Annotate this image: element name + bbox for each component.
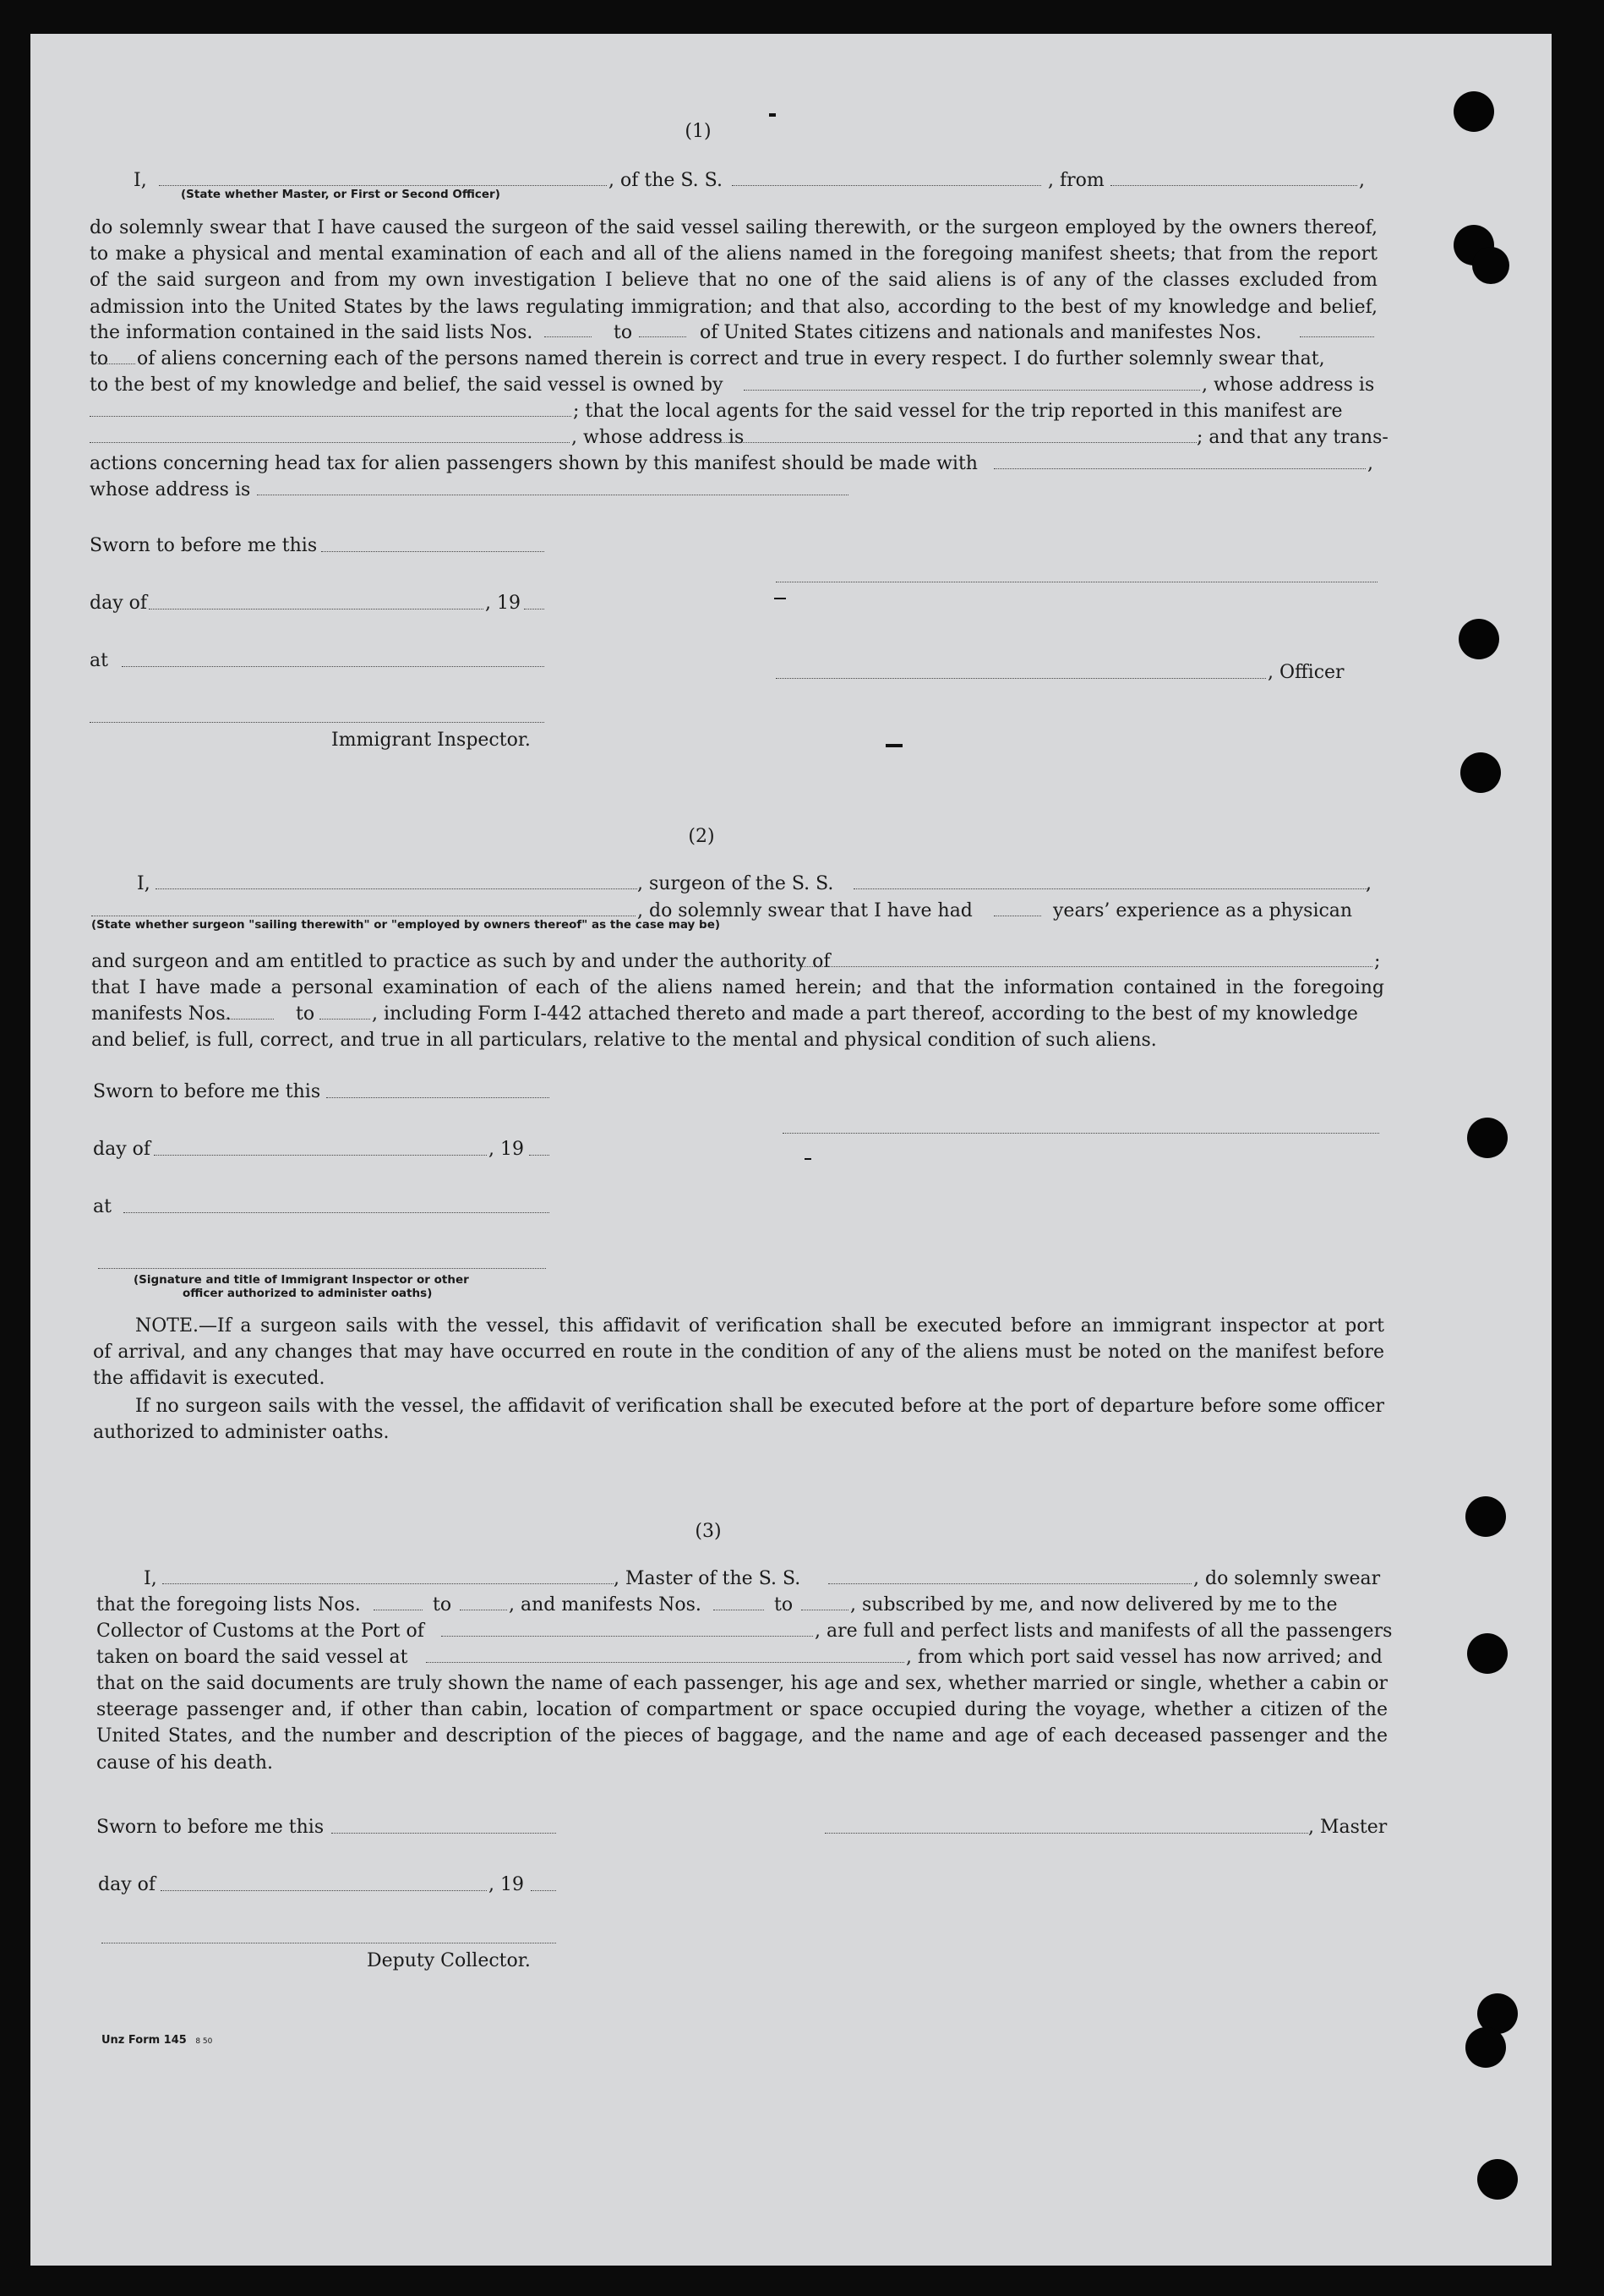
s1-manifests-field[interactable] <box>1300 336 1374 337</box>
s1-i-label: I, <box>134 170 147 191</box>
s2-signature-line[interactable] <box>783 1133 1379 1134</box>
binder-hole <box>1472 247 1509 284</box>
s2-note-line: If no surgeon sails with the vessel, the affidavit of verification shall be executed before at the port of departure before some officer <box>135 1396 1384 1417</box>
s3-name-field[interactable] <box>162 1583 614 1584</box>
s2-inspector-signature[interactable] <box>98 1268 546 1269</box>
binder-hole <box>1467 1118 1508 1158</box>
s1-day-field[interactable] <box>149 609 483 610</box>
binder-hole <box>1477 2159 1518 2200</box>
binder-hole <box>1460 752 1501 793</box>
s1-aliens-to: to <box>90 348 109 369</box>
section-2-number: (2) <box>688 826 715 847</box>
s3-foregoing-to-2: to <box>774 1594 794 1615</box>
s2-examination <box>91 975 1384 1001</box>
s1-whose-address: , whose address is <box>1202 374 1375 396</box>
form-id-text: Unz Form 145 <box>101 2034 187 2047</box>
binder-hole <box>1467 1633 1508 1674</box>
s2-ship-field[interactable] <box>854 888 1369 889</box>
s3-body-line: that on the said documents are truly shown the name of each passenger, his age and sex, whether married or single, whether a cabin or <box>96 1673 1388 1694</box>
s2-line1-end: , <box>1366 873 1372 894</box>
s2-note-line: of arrival, and any changes that may have occurred en route in the condition of any of the aliens must be noted on the manifest before <box>93 1342 1384 1364</box>
s1-agents-address-field[interactable] <box>715 442 1197 443</box>
s1-sworn-field[interactable] <box>321 551 544 552</box>
s1-lists-b: of United States citizens and nationals and manifestes Nos. <box>700 322 1262 343</box>
binder-hole <box>1459 619 1499 659</box>
s2-years-label: years’ experience as a physican <box>1053 900 1353 921</box>
s1-officer-label: , Officer <box>1268 662 1345 683</box>
s3-i-label: I, <box>144 1568 157 1589</box>
s2-belief: and belief, is full, correct, and true in all particulars, relative to the mental and physical condition of such aliens. <box>91 1030 1157 1051</box>
s2-surgeon-of: , surgeon of the S. S. <box>637 873 834 894</box>
s1-head-tax-end: , <box>1367 453 1373 474</box>
s1-body-line: to make a physical and mental examination of each and all of the aliens named in the foregoing manifest sheets; that from the report <box>90 243 1378 265</box>
s1-head-tax: actions concerning head tax for alien passengers shown by this manifest should be made with <box>90 453 978 474</box>
binder-hole <box>1465 1496 1506 1537</box>
s1-whose-address-2: , whose address is <box>571 427 745 448</box>
s3-taken-at-field[interactable] <box>426 1662 904 1663</box>
s1-year-field[interactable] <box>524 609 544 610</box>
s2-sworn-label: Sworn to before me this <box>93 1081 321 1102</box>
s2-year-label: , 19 <box>488 1139 524 1160</box>
s2-at-label: at <box>93 1196 112 1217</box>
s1-head-tax-field[interactable] <box>994 468 1366 469</box>
ink-speck <box>805 1158 811 1160</box>
s1-body <box>90 215 1378 320</box>
s3-collector-a: Collector of Customs at the Port of <box>96 1621 424 1642</box>
s2-entitled: and surgeon and am entitled to practice as such by and under the authority of <box>91 951 831 972</box>
s3-foregoing-to: to <box>433 1594 452 1615</box>
s1-officer-field[interactable] <box>776 678 1266 679</box>
s1-owner-address-field[interactable] <box>90 416 571 417</box>
s2-sig-note-1: (Signature and title of Immigrant Inspector or other <box>134 1273 469 1287</box>
s1-ship-field[interactable] <box>732 185 1041 186</box>
s2-note-1 <box>93 1313 1384 1392</box>
s2-do-swear: , do solemnly swear that I have had <box>637 900 973 921</box>
binder-hole <box>1465 2027 1506 2068</box>
s2-examination-line: that I have made a personal examination of each of the aliens named herein; and that the information contained in the foregoing <box>91 977 1384 998</box>
s3-foregoing-a: that the foregoing lists Nos. <box>96 1594 361 1615</box>
s1-day-of-label: day of <box>90 593 148 614</box>
s1-sworn-label: Sworn to before me this <box>90 535 318 556</box>
binder-hole <box>1454 91 1494 132</box>
s1-name-field[interactable] <box>159 185 607 186</box>
s1-owner-field[interactable] <box>744 390 1200 391</box>
s3-taken-b: , from which port said vessel has now arrived; and <box>906 1647 1383 1668</box>
s2-surgeon-note: (State whether surgeon "sailing therewith" or "employed by owners thereof" as the case may be) <box>91 918 721 932</box>
s3-body-line: United States, and the number and description of the pieces of baggage, and the name and age of each deceased passenger and the <box>96 1725 1388 1747</box>
s2-note-line: NOTE.—If a surgeon sails with the vessel, this affidavit of verification shall be executed before an immigrant inspector at port <box>135 1315 1384 1337</box>
s2-at-field[interactable] <box>123 1212 549 1213</box>
s3-master-signature[interactable] <box>825 1833 1308 1834</box>
s1-and-any: ; and that any trans- <box>1197 427 1388 448</box>
s2-manifests-a: manifests Nos. <box>91 1003 232 1025</box>
s3-body <box>96 1670 1388 1776</box>
s2-manifests-to: to <box>296 1003 315 1025</box>
s2-authority-field[interactable] <box>801 966 1372 967</box>
s1-at-field[interactable] <box>122 666 544 667</box>
s3-body-line: steerage passenger and, if other than cabin, location of compartment or space occupied during the voyage, whether a citizen of the <box>96 1699 1388 1721</box>
s1-whose-address-3: whose address is <box>90 479 251 500</box>
s1-local-agents: ; that the local agents for the said vessel for the trip reported in this manifest are <box>573 401 1343 422</box>
ink-speck <box>886 744 903 747</box>
form-page <box>30 34 1552 2266</box>
s2-sworn-field[interactable] <box>326 1097 549 1098</box>
s2-entitled-end: ; <box>1374 951 1381 972</box>
form-id <box>101 2034 212 2048</box>
s3-taken-a: taken on board the said vessel at <box>96 1647 408 1668</box>
s3-sworn-field[interactable] <box>331 1833 556 1834</box>
s1-year-label: , 19 <box>485 593 521 614</box>
s2-manifests-from-field[interactable] <box>223 1019 274 1020</box>
section-3-number: (3) <box>695 1521 722 1542</box>
s1-of-ss-label: , of the S. S. <box>608 170 723 191</box>
s2-i-label: I, <box>137 873 150 894</box>
s1-inspector-signature[interactable] <box>90 722 544 723</box>
s2-note-line: the affidavit is executed. <box>93 1368 325 1390</box>
s3-foregoing-b: , and manifests Nos. <box>509 1594 701 1615</box>
s2-name-field[interactable] <box>155 888 637 889</box>
s1-lists-to: to <box>614 322 633 343</box>
s2-note-2 <box>93 1393 1384 1446</box>
s1-agents-field[interactable] <box>90 442 570 443</box>
s3-do-swear: , do solemnly swear <box>1193 1568 1381 1589</box>
s3-ship-field[interactable] <box>828 1583 1192 1584</box>
s2-year-field[interactable] <box>529 1155 549 1156</box>
s2-manifests-b: , including Form I-442 attached thereto and made a part thereof, according to the best of my knowledge <box>372 1003 1358 1025</box>
s1-lists-label: the information contained in the said lists Nos. <box>90 322 533 343</box>
s3-master-of: , Master of the S. S. <box>614 1568 801 1589</box>
s1-lists-from-field[interactable] <box>544 336 592 337</box>
s1-line1-end: , <box>1359 170 1365 191</box>
s2-manifests-to-field[interactable] <box>319 1019 370 1020</box>
s1-from-field[interactable] <box>1110 185 1357 186</box>
s1-body-line: do solemnly swear that I have caused the surgeon of the said vessel sailing therewith, or the surgeon employed by the owners thereof, <box>90 217 1378 238</box>
s2-note-line: authorized to administer oaths. <box>93 1422 390 1444</box>
form-date: 8 50 <box>195 2037 213 2046</box>
s2-sig-note-2: officer authorized to administer oaths) <box>183 1287 433 1300</box>
s3-collector-b: , are full and perfect lists and manifests of all the passengers <box>815 1621 1393 1642</box>
s3-year-label: , 19 <box>488 1874 524 1895</box>
s3-collector-label: Deputy Collector. <box>367 1950 531 1971</box>
s3-sworn-label: Sworn to before me this <box>96 1817 325 1838</box>
s3-master-label: , Master <box>1308 1817 1388 1838</box>
s1-from-label: , from <box>1048 170 1105 191</box>
s3-foregoing-c: , subscribed by me, and now delivered by me to the <box>850 1594 1338 1615</box>
s1-inspector-label: Immigrant Inspector. <box>331 730 531 751</box>
s1-at-label: at <box>90 650 108 671</box>
s1-owned-by: to the best of my knowledge and belief, the said vessel is owned by <box>90 374 723 396</box>
section-1-number: (1) <box>685 121 712 142</box>
s1-aliens-text: of aliens concerning each of the persons named therein is correct and true in every respect. I do further solemnly swear that, <box>137 348 1325 369</box>
s3-day-of-label: day of <box>98 1874 156 1895</box>
s3-year-field[interactable] <box>531 1890 556 1891</box>
s2-day-of-label: day of <box>93 1139 151 1160</box>
s1-lists-to-field[interactable] <box>639 336 686 337</box>
ink-speck <box>774 598 786 599</box>
s3-body-line: cause of his death. <box>96 1752 273 1774</box>
s3-day-field[interactable] <box>161 1890 487 1891</box>
s1-officer-note: (State whether Master, or First or Second Officer) <box>181 188 500 201</box>
ink-speck <box>769 113 776 117</box>
s1-body-line: of the said surgeon and from my own investigation I believe that no one of the said aliens is of any of the classes excluded from <box>90 270 1378 292</box>
s1-body-line: admission into the United States by the laws regulating immigration; and that also, according to the best of my knowledge and belief, <box>90 296 1378 318</box>
s2-day-field[interactable] <box>154 1155 487 1156</box>
s3-port-field[interactable] <box>441 1636 813 1637</box>
